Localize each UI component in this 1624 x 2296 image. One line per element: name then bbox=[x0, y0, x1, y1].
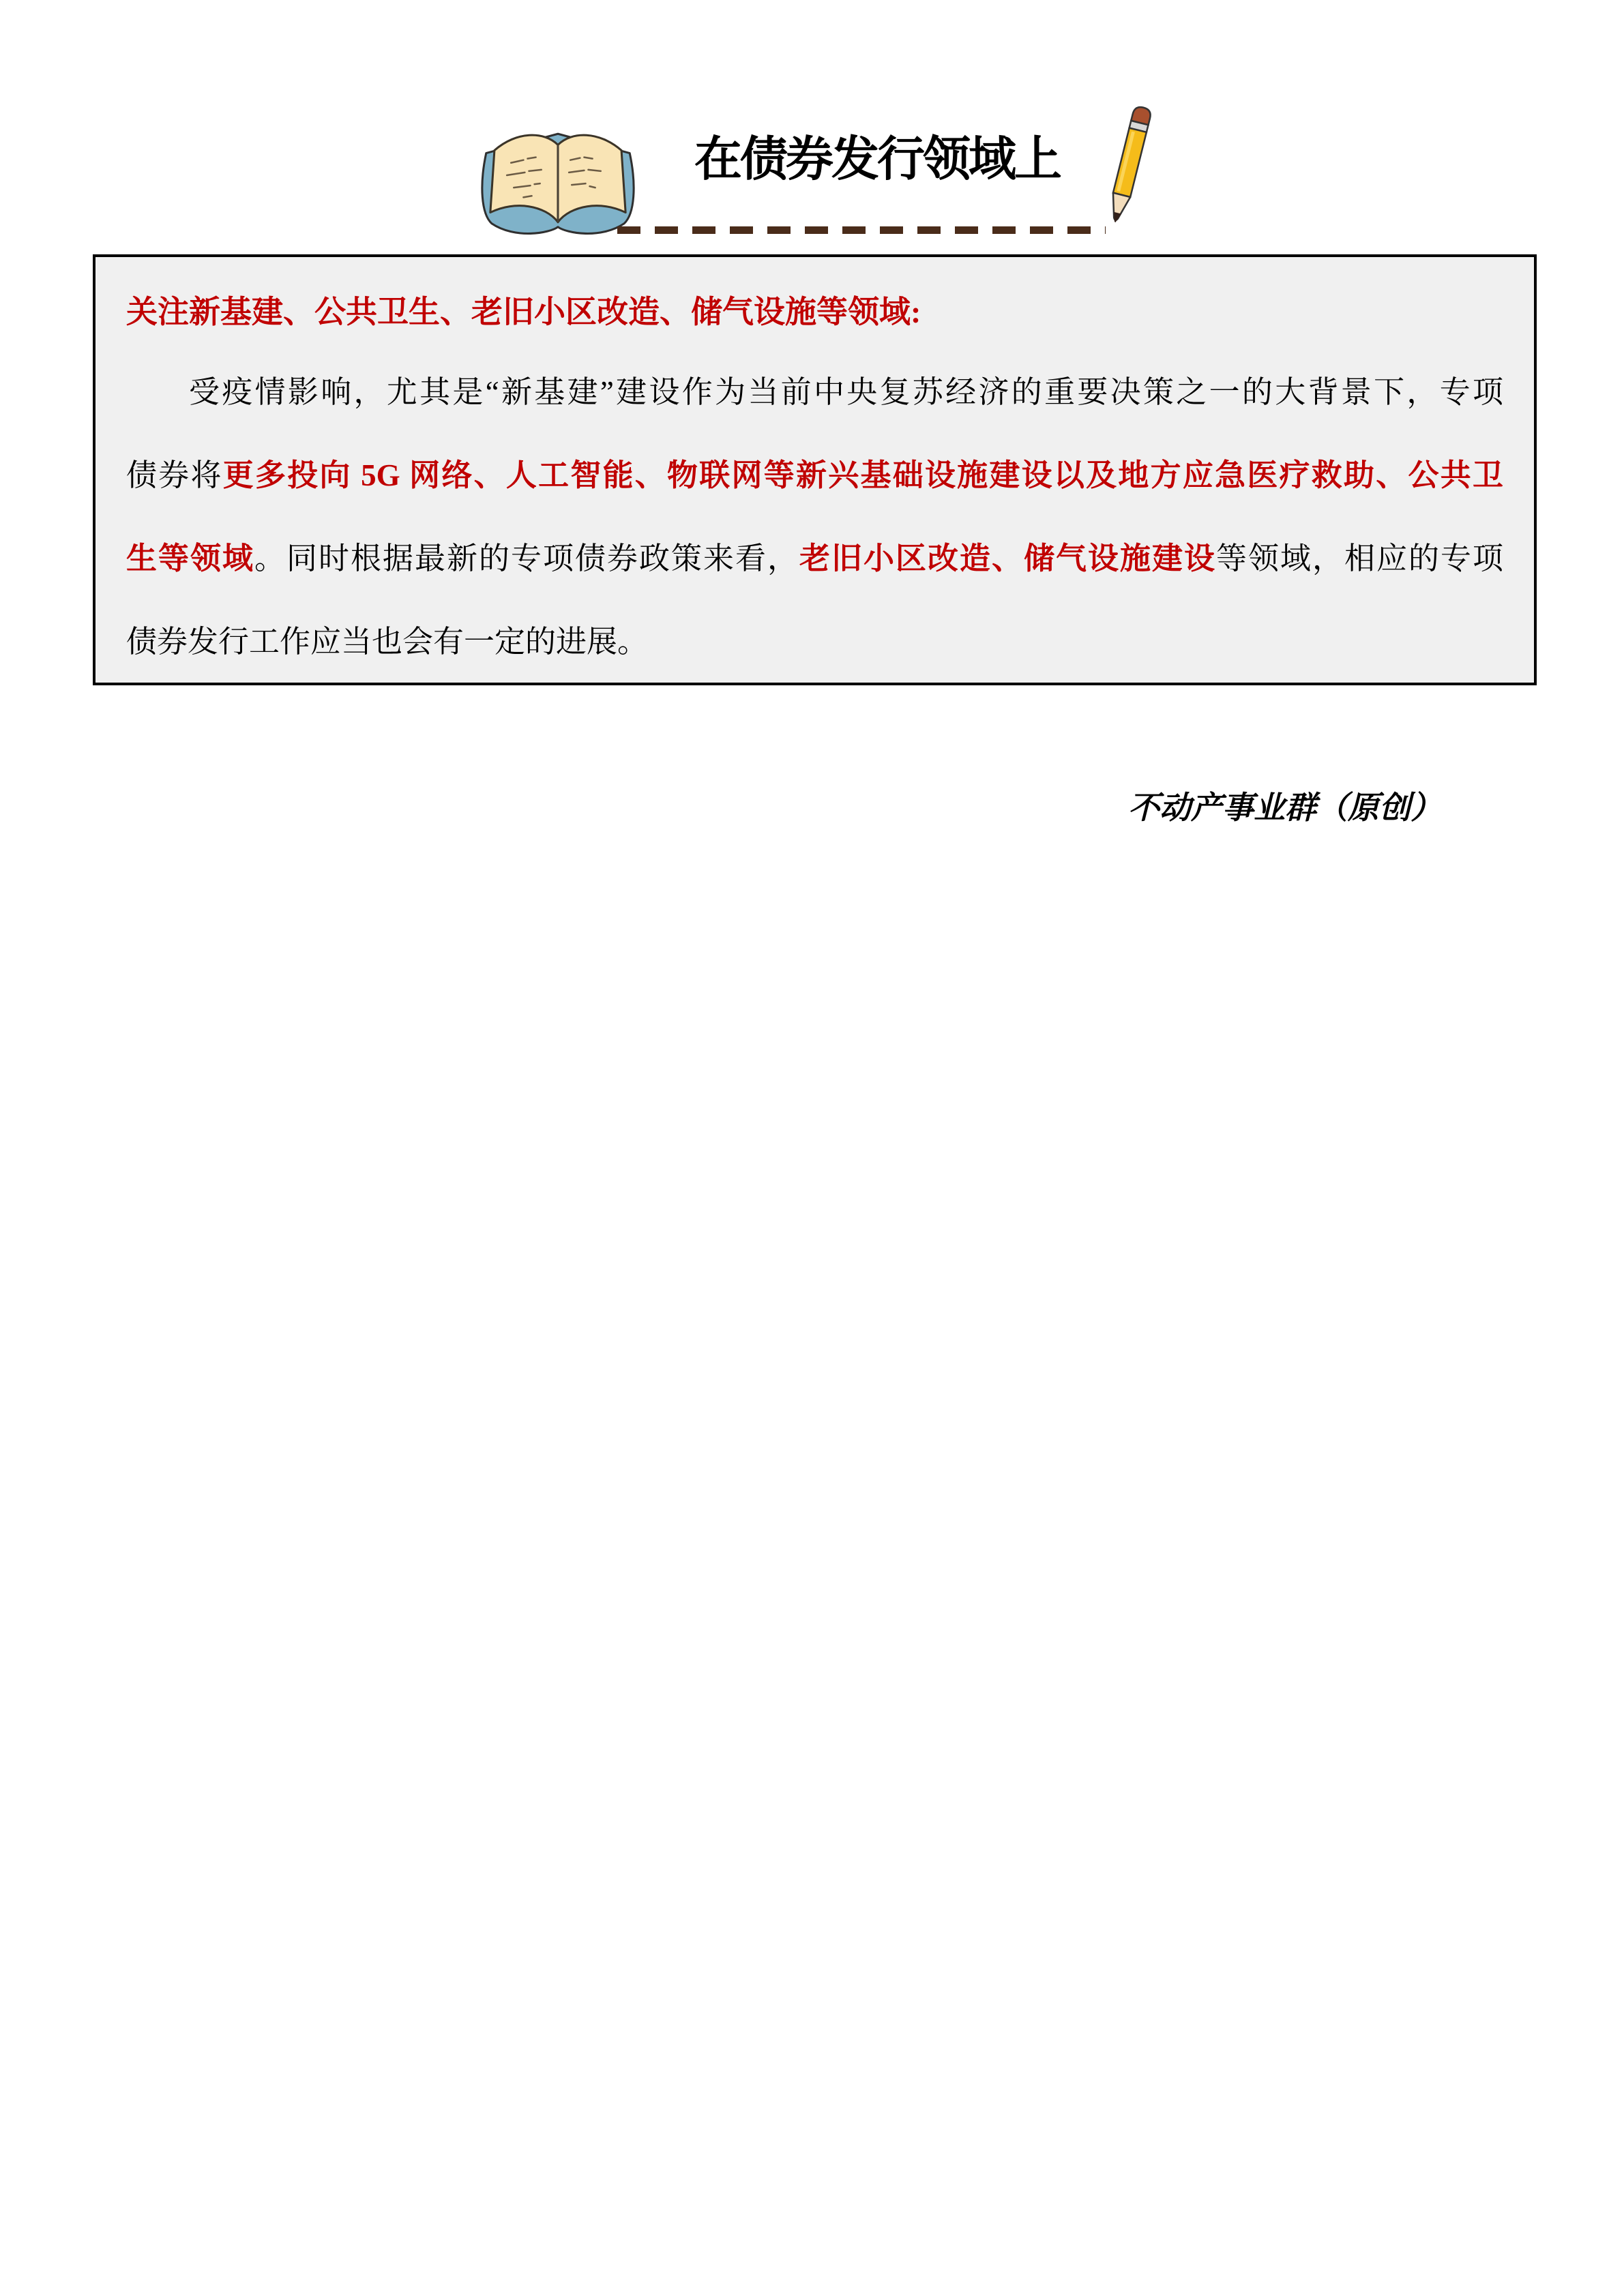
text-segment: 等领域，相应的专项 bbox=[1215, 541, 1503, 576]
open-book-icon bbox=[475, 120, 641, 237]
pencil-icon bbox=[1090, 101, 1166, 237]
highlight-text-segment: 老旧小区改造、储气设施建设 bbox=[799, 541, 1216, 576]
dashed-underline bbox=[617, 226, 1106, 234]
paragraph-line-4 bbox=[126, 600, 1503, 683]
text-segment: 。同时根据最新的专项债券政策来看， bbox=[254, 541, 799, 576]
paragraph-line-1 bbox=[126, 351, 1503, 434]
box-heading: 关注新基建、公共卫生、老旧小区改造、储气设施等领域: bbox=[126, 295, 921, 329]
highlight-box bbox=[93, 254, 1537, 685]
highlight-text-segment: 生等领域 bbox=[126, 541, 254, 576]
highlight-text-segment: 更多投向 5G 网络、人工智能、物联网等新兴基础设施建设以及地方应急医疗救助、公共卫 bbox=[222, 458, 1503, 492]
text-segment: 债券将 bbox=[126, 458, 223, 492]
paragraph-line-2 bbox=[126, 434, 1503, 517]
text-segment: 受疫情影响，尤其是“新基建”建设作为当前中央复苏经济的重要决策之一的大背景下，专项 bbox=[189, 375, 1503, 409]
text-segment: 债券发行工作应当也会有一定的进展。 bbox=[126, 625, 649, 659]
page-title: 在债券发行领域上 bbox=[694, 132, 1060, 185]
signature: 不动产事业群（原创） bbox=[1128, 790, 1442, 825]
paragraph-line-3 bbox=[126, 517, 1503, 600]
